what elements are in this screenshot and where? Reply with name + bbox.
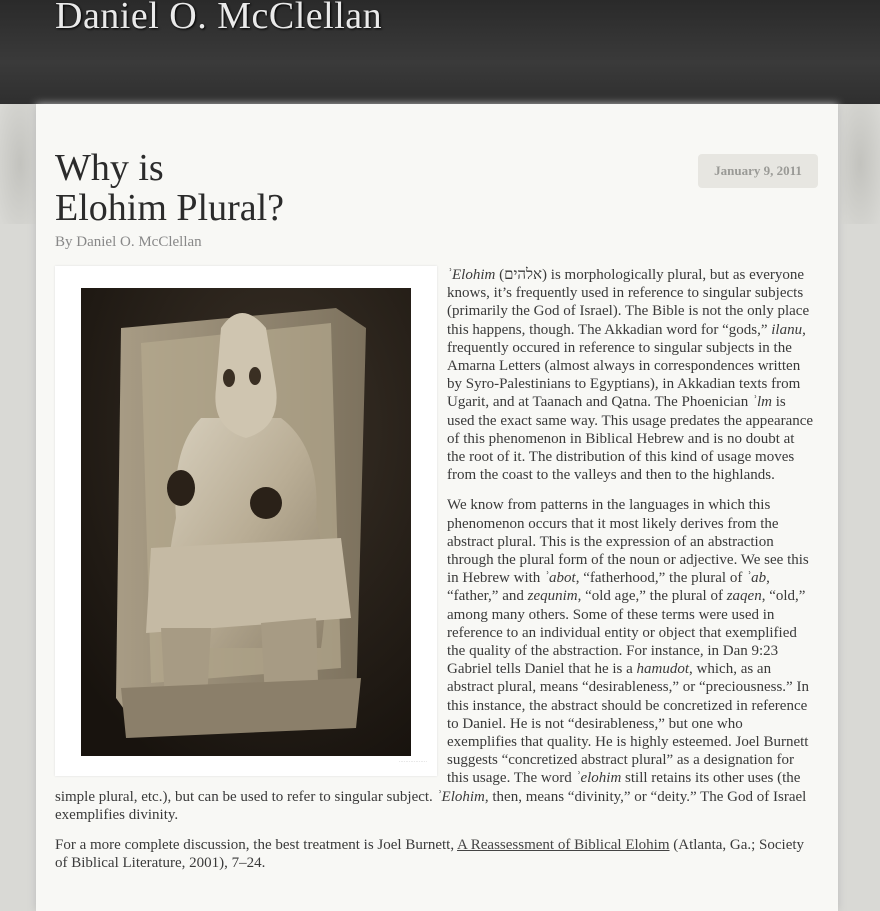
site-title-link[interactable]: Daniel O. McClellan (55, 0, 383, 37)
text-run: still retains its other uses (the simple plural, etc.), but can be used to refer to singular subject. (55, 770, 801, 805)
italic-term: ʾab (746, 570, 767, 587)
text-run: , then, means “divinity,” or “deity.” The God of Israel exemplifies divinity. (55, 788, 807, 823)
text-run: is used the exact same way. This usage predates the appearance of this phenomenon in Biblical Hebrew and is no doubt at the root of it. The distribution of this kind of usage moves from the coast to the valleys and then to the highlands. (447, 394, 814, 484)
decorative-grunge-left (0, 104, 40, 224)
italic-term: ilanu (771, 321, 803, 338)
decorative-grunge-right (840, 104, 880, 224)
text-run: , “father,” and (447, 570, 770, 605)
italic-term: ʾabot (544, 570, 576, 587)
text-run: , frequently occured in reference to singular subjects in the Amarna Letters (almost always in correspondences written by Syro-Palestinians to Egyptians), in Akkadian texts from Ugarit, and at Taanach and Qatna. The Phoenician (447, 321, 806, 411)
text-run: , “old age,” the plural of (577, 588, 727, 605)
image-fine-print: ················· (398, 759, 427, 765)
date-badge: January 9, 2011 (698, 154, 818, 188)
italic-term: ʾElohim (447, 267, 496, 283)
reference-link[interactable]: A Reassessment of Biblical Elohim (457, 837, 670, 854)
text-run: , “fatherhood,” the plural of (575, 570, 747, 587)
text-run: , which, as an abstract plural, means “desirableness,” or “preciousness.” In this instance, the abstract should be concretized in reference to Daniel. He is not “desirableness,” but one who exemplifies that quality. He is highly esteemed. Joel Burnett suggests “concretized abstract plural” as a designation for this usage. The word (447, 661, 809, 787)
italic-term: ʾElohim (436, 788, 485, 805)
post-content (55, 266, 815, 885)
reference-intro: For a more complete discussion, the best treatment is Joel Burnett, (55, 837, 458, 854)
post-title-line1[interactable]: Why is (55, 147, 164, 189)
paragraph-3 (55, 836, 815, 872)
text-run: , “old,” among many others. Some of these terms were used in reference to an individual entity or object that exemplified the quality of the abstraction. For instance, in Dan 9:23 Gabriel tells Daniel that he is a (447, 588, 806, 678)
seated-statue-illustration (81, 288, 411, 756)
post-title-line2[interactable]: Elohim Plural? (55, 187, 285, 229)
reference-details: (Atlanta, Ga.; Society of Biblical Literature, 2001), 7–24. (55, 837, 805, 872)
site-header (0, 0, 880, 104)
byline: By Daniel O. McClellan (55, 234, 202, 250)
post-title[interactable] (55, 148, 435, 228)
text-run: (אלהים) is morphologically plural, but as everyone knows, it’s frequently used in reference to singular subjects (primarily the God of Israel). The Bible is not the only place this happens, though. The Akkadian word for “gods,” (447, 267, 810, 338)
italic-term: ʾlm (751, 394, 772, 411)
italic-term: zequnim (527, 588, 578, 605)
text-run: We know from patterns in the languages in which this phenomenon occurs that it most likely derives from the abstract plural. This is the expression of an abstraction through the plural form of the noun or adjective. We see this in Hebrew with (447, 497, 809, 587)
statue-image (55, 266, 437, 776)
italic-term: ʾelohim (575, 770, 622, 787)
italic-term: zaqen (726, 588, 762, 605)
statue-photo (81, 288, 411, 756)
italic-term: hamudot (636, 661, 690, 678)
